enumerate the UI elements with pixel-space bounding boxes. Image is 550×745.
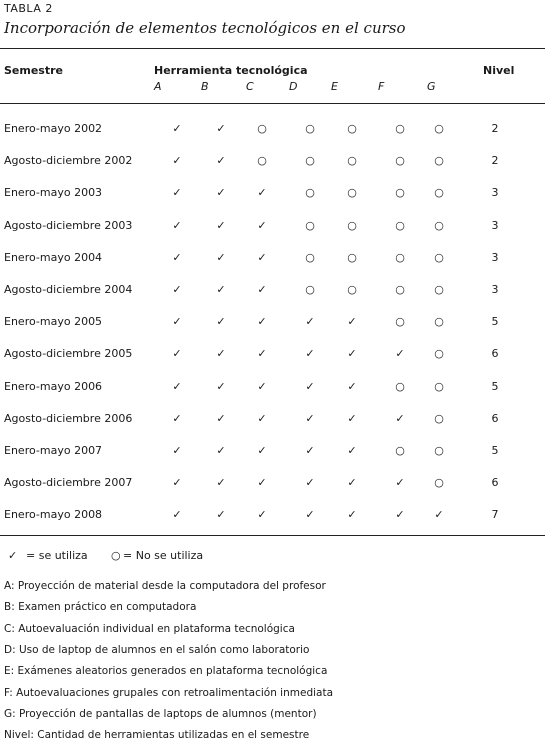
tool-letter-f: F xyxy=(378,80,385,93)
circle-icon: ○ xyxy=(434,315,444,329)
check-icon: ✓ xyxy=(172,186,182,200)
semester-cell: Enero-mayo 2002 xyxy=(4,122,103,135)
circle-icon: ○ xyxy=(257,154,267,168)
check-icon: ✓ xyxy=(305,379,315,393)
check-icon: ✓ xyxy=(395,411,405,425)
level-cell: 5 xyxy=(491,315,499,329)
check-icon: ✓ xyxy=(257,315,267,329)
circle-icon: ○ xyxy=(347,218,357,232)
check-icon: ✓ xyxy=(172,122,182,135)
check-icon: ✓ xyxy=(257,379,267,393)
check-icon: ✓ xyxy=(216,315,226,329)
semester-cell: Agosto-diciembre 2003 xyxy=(4,218,133,232)
check-icon: ✓ xyxy=(172,444,182,457)
check-icon: ✓ xyxy=(216,154,226,168)
check-icon: ✓ xyxy=(347,379,357,393)
circle-icon: ○ xyxy=(395,444,405,457)
level-cell: 6 xyxy=(491,476,499,490)
circle-icon: ○ xyxy=(434,250,444,264)
check-icon: ✓ xyxy=(172,283,182,296)
check-icon: ✓ xyxy=(305,347,315,361)
check-icon: ✓ xyxy=(216,476,226,490)
circle-icon: ○ xyxy=(305,250,315,264)
check-icon: ✓ xyxy=(216,444,226,457)
check-icon: ✓ xyxy=(257,347,267,361)
circle-icon: ○ xyxy=(434,411,444,425)
note-item: G: Proyección de pantallas de laptops de alumnos (mentor) xyxy=(4,707,317,720)
circle-icon: ○ xyxy=(347,250,357,264)
circle-icon: ○ xyxy=(305,283,315,296)
legend-not-used-text: = No se utiliza xyxy=(123,549,204,562)
check-icon: ✓ xyxy=(395,476,405,490)
note-item: C: Autoevaluación individual en plataforma tecnológica xyxy=(4,622,295,635)
check-icon: ✓ xyxy=(172,315,182,329)
level-cell: 3 xyxy=(491,283,499,296)
level-cell: 3 xyxy=(491,218,499,232)
circle-icon: ○ xyxy=(434,347,444,361)
circle-icon: ○ xyxy=(434,283,444,296)
level-cell: 6 xyxy=(491,347,499,361)
check-icon: ✓ xyxy=(434,508,444,522)
check-icon: ✓ xyxy=(257,476,267,490)
check-icon: ✓ xyxy=(216,379,226,393)
semester-cell: Agosto-diciembre 2006 xyxy=(4,411,133,425)
semester-cell: Enero-mayo 2005 xyxy=(4,315,103,329)
semester-cell: Agosto-diciembre 2004 xyxy=(4,283,133,296)
check-icon: ✓ xyxy=(305,444,315,457)
circle-icon: ○ xyxy=(434,379,444,393)
check-icon: ✓ xyxy=(257,218,267,232)
semester-cell: Agosto-diciembre 2002 xyxy=(4,154,133,168)
semester-cell: Enero-mayo 2003 xyxy=(4,186,103,200)
check-icon: ✓ xyxy=(395,347,405,361)
check-icon: ✓ xyxy=(172,476,182,490)
check-icon: ✓ xyxy=(216,283,226,296)
semester-cell: Enero-mayo 2004 xyxy=(4,250,103,264)
check-icon: ✓ xyxy=(347,508,357,522)
semester-cell: Enero-mayo 2006 xyxy=(4,379,103,393)
circle-icon: ○ xyxy=(395,283,405,296)
note-item: F: Autoevaluaciones grupales con retroalimentación inmediata xyxy=(4,686,334,699)
circle-icon: ○ xyxy=(257,122,267,135)
tool-letter-c: C xyxy=(246,80,254,93)
check-icon: ✓ xyxy=(347,476,357,490)
check-icon: ✓ xyxy=(172,218,182,232)
check-icon: ✓ xyxy=(216,122,226,135)
table-title: Incorporación de elementos tecnológicos en el curso xyxy=(4,19,406,37)
check-icon: ✓ xyxy=(395,508,405,522)
check-icon: ✓ xyxy=(257,250,267,264)
check-icon: ✓ xyxy=(216,508,226,522)
check-icon: ✓ xyxy=(216,411,226,425)
circle-icon: ○ xyxy=(434,444,444,457)
level-cell: 5 xyxy=(491,379,499,393)
circle-icon: ○ xyxy=(305,154,315,168)
check-icon: ✓ xyxy=(305,476,315,490)
header-tool: Herramienta tecnológica xyxy=(154,64,308,77)
check-icon: ✓ xyxy=(8,549,18,562)
tool-letter-b: B xyxy=(201,80,209,93)
circle-icon: ○ xyxy=(395,218,405,232)
check-icon: ✓ xyxy=(216,347,226,361)
circle-icon: ○ xyxy=(347,154,357,168)
circle-icon: ○ xyxy=(347,283,357,296)
tool-letter-g: G xyxy=(427,80,436,93)
check-icon: ✓ xyxy=(172,347,182,361)
check-icon: ✓ xyxy=(172,154,182,168)
check-icon: ✓ xyxy=(172,411,182,425)
bottom-rule xyxy=(0,535,545,536)
circle-icon: ○ xyxy=(395,186,405,200)
circle-icon: ○ xyxy=(395,250,405,264)
circle-icon: ○ xyxy=(434,186,444,200)
tool-letter-d: D xyxy=(289,80,298,93)
check-icon: ✓ xyxy=(347,411,357,425)
note-item: B: Examen práctico en computadora xyxy=(4,601,197,614)
circle-icon: ○ xyxy=(305,218,315,232)
circle-icon: ○ xyxy=(395,379,405,393)
level-cell: 2 xyxy=(491,154,499,168)
check-icon: ✓ xyxy=(305,315,315,329)
level-cell: 3 xyxy=(491,186,499,200)
header-semester: Semestre xyxy=(4,64,63,77)
circle-icon: ○ xyxy=(395,315,405,329)
check-icon: ✓ xyxy=(216,218,226,232)
circle-icon: ○ xyxy=(347,186,357,200)
check-icon: ✓ xyxy=(216,186,226,200)
circle-icon: ○ xyxy=(434,218,444,232)
level-cell: 3 xyxy=(491,250,499,264)
semester-cell: Enero-mayo 2008 xyxy=(4,508,103,522)
semester-cell: Agosto-diciembre 2007 xyxy=(4,476,133,490)
check-icon: ✓ xyxy=(172,508,182,522)
level-cell: 2 xyxy=(491,122,499,135)
semester-cell: Enero-mayo 2007 xyxy=(4,444,103,457)
note-item: Nivel: Cantidad de herramientas utilizadas en el semestre xyxy=(4,729,310,742)
check-icon: ✓ xyxy=(305,411,315,425)
check-icon: ✓ xyxy=(305,508,315,522)
check-icon: ✓ xyxy=(257,508,267,522)
header-rule xyxy=(0,103,545,104)
check-icon: ✓ xyxy=(347,347,357,361)
note-item: E: Exámenes aleatorios generados en plataforma tecnológica xyxy=(4,665,328,678)
check-icon: ✓ xyxy=(216,250,226,264)
note-item: A: Proyección de material desde la computadora del profesor xyxy=(4,580,326,592)
check-icon: ✓ xyxy=(347,444,357,457)
tool-letter-a: A xyxy=(154,80,162,93)
check-icon: ✓ xyxy=(257,283,267,296)
tool-letter-e: E xyxy=(331,80,338,93)
level-cell: 7 xyxy=(491,508,499,522)
level-cell: 6 xyxy=(491,411,499,425)
level-cell: 5 xyxy=(491,444,499,457)
check-icon: ✓ xyxy=(257,444,267,457)
circle-icon: ○ xyxy=(395,122,405,135)
circle-icon: ○ xyxy=(111,549,121,562)
table-label: TABLA 2 xyxy=(4,2,53,15)
check-icon: ✓ xyxy=(172,250,182,264)
top-rule xyxy=(0,48,545,49)
circle-icon: ○ xyxy=(347,122,357,135)
circle-icon: ○ xyxy=(434,154,444,168)
check-icon: ✓ xyxy=(257,186,267,200)
circle-icon: ○ xyxy=(305,122,315,135)
circle-icon: ○ xyxy=(305,186,315,200)
check-icon: ✓ xyxy=(172,379,182,393)
circle-icon: ○ xyxy=(434,476,444,490)
circle-icon: ○ xyxy=(395,154,405,168)
check-icon: ✓ xyxy=(347,315,357,329)
legend-used-text: = se utiliza xyxy=(26,549,88,562)
check-icon: ✓ xyxy=(257,411,267,425)
circle-icon: ○ xyxy=(434,122,444,135)
note-item: D: Uso de laptop de alumnos en el salón como laboratorio xyxy=(4,643,310,656)
header-level: Nivel xyxy=(483,64,515,77)
semester-cell: Agosto-diciembre 2005 xyxy=(4,347,133,361)
